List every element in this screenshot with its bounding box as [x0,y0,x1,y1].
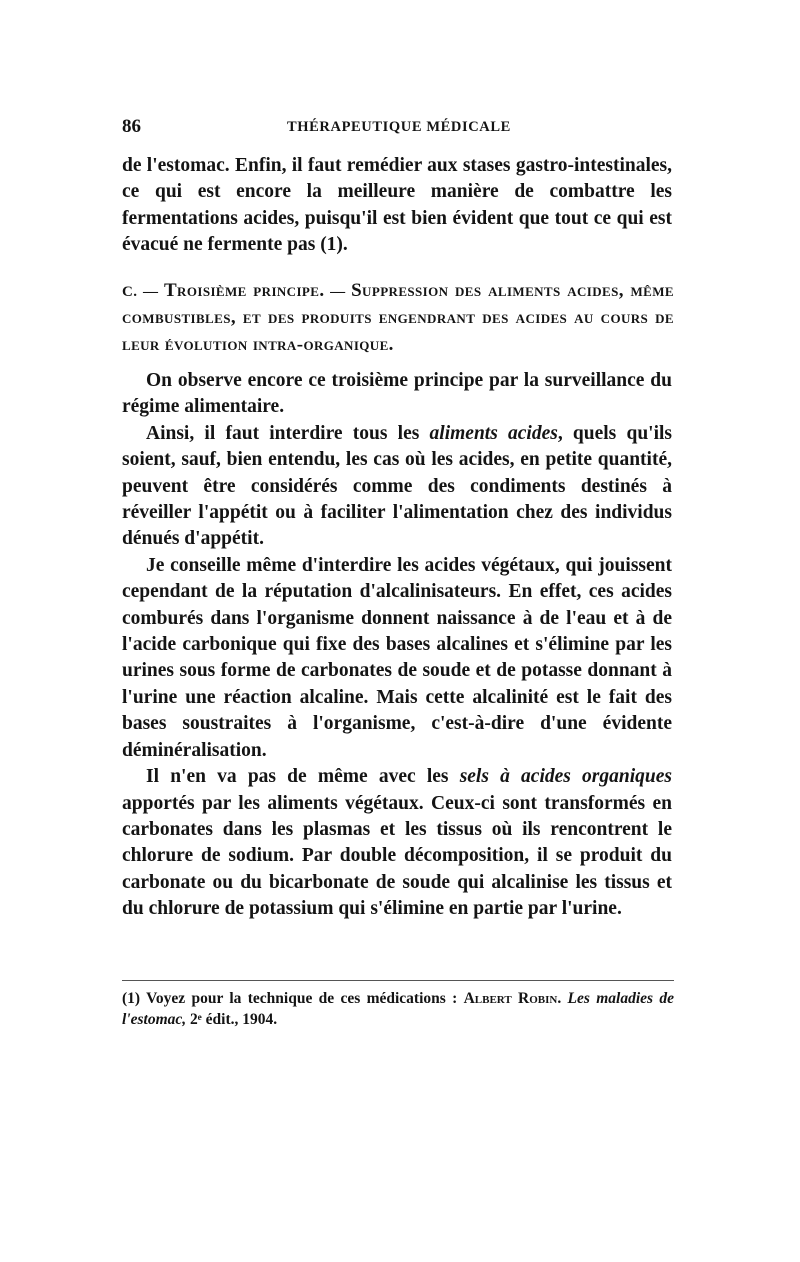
paragraph-conseille: Je conseille même d'interdire les acides végétaux, qui jouissent cependant de la réputation d'alcalinisateurs. En effet, ces acides comburés dans l'organisme donnent naissance à de l'eau et à de l'acide carbonique qui fixe des bases alcalines et s'élimine par les urines sous forme de carbonates de soude et de potasse donnant à l'urine une réaction alcaline. Mais cette alcalinité est le fait des bases soustraites à l'organisme, c'est-à-dire d'une évidente déminéralisation. [122,554,672,761]
sels-emphasis: sels à acides organiques [459,766,672,788]
paragraph-sels [122,764,672,922]
running-title: THÉRAPEUTIQUE MÉDICALE [287,119,511,135]
section-dash: — [142,284,159,300]
page-header [122,116,677,140]
section-dash-2: — [330,284,346,300]
section-heading-text [122,278,674,359]
ainsi-text-a: Ainsi, il faut interdire tous les [146,422,430,444]
footnote-text-a: (1) Voyez pour la technique de ces médications : [122,990,464,1007]
paragraph-observe: On observe encore ce troisième principe par la surveillance du régime alimentaire. [122,370,672,418]
sels-text-b: apportés par les aliments végétaux. Ceux-ci sont transformés en carbonates dans les plasmas et les tissus où ils rencontrent le chlorure de sodium. Par double décomposition, il se produit du carbonate ou du bicarbonate de soude qui alcalinise les tissus et du chlorure de potassium qui s'élimine en partie par l'urine. [122,792,672,920]
page-number: 86 [122,116,141,137]
footnote [122,988,674,1030]
ainsi-text-b: , quels qu'ils soient, sauf, bien entendu, les cas où les acides, en petite quantité, peuvent être considérés comme des condiments destinés à réveiller l'appétit ou à faciliter l'alimentation chez des individus dénués d'appétit. [122,422,673,550]
main-text [122,368,672,923]
section-heading [122,278,674,359]
paragraph-continuation [122,153,672,259]
footnote-author: Albert Robin. [463,990,562,1007]
sels-text-a: Il n'en va pas de même avec les [146,766,460,788]
footnote-title: Les maladies de l'estomac, [122,990,674,1028]
section-letter: C. [122,284,138,300]
section-subtitle: Suppression des aliments acides, même combustibles, et des produits engendrant des acides au cours de leur évolution intra-organique. [122,280,674,355]
paragraph-text: de l'estomac. Enfin, il faut remédier aux stases gastro-intestinales, ce qui est encore la meilleure manière de combattre les fermentations acides, puisqu'il est bien évident que tout ce qui est évacué ne fermente pas (1). [122,155,672,256]
ainsi-emphasis: aliments acides [429,422,558,444]
paragraph-ainsi [122,421,672,553]
footnote-text-b: 2ᵉ édit., 1904. [186,1011,278,1028]
section-title: Troisième principe. [163,280,325,301]
footnote-divider [122,980,674,981]
